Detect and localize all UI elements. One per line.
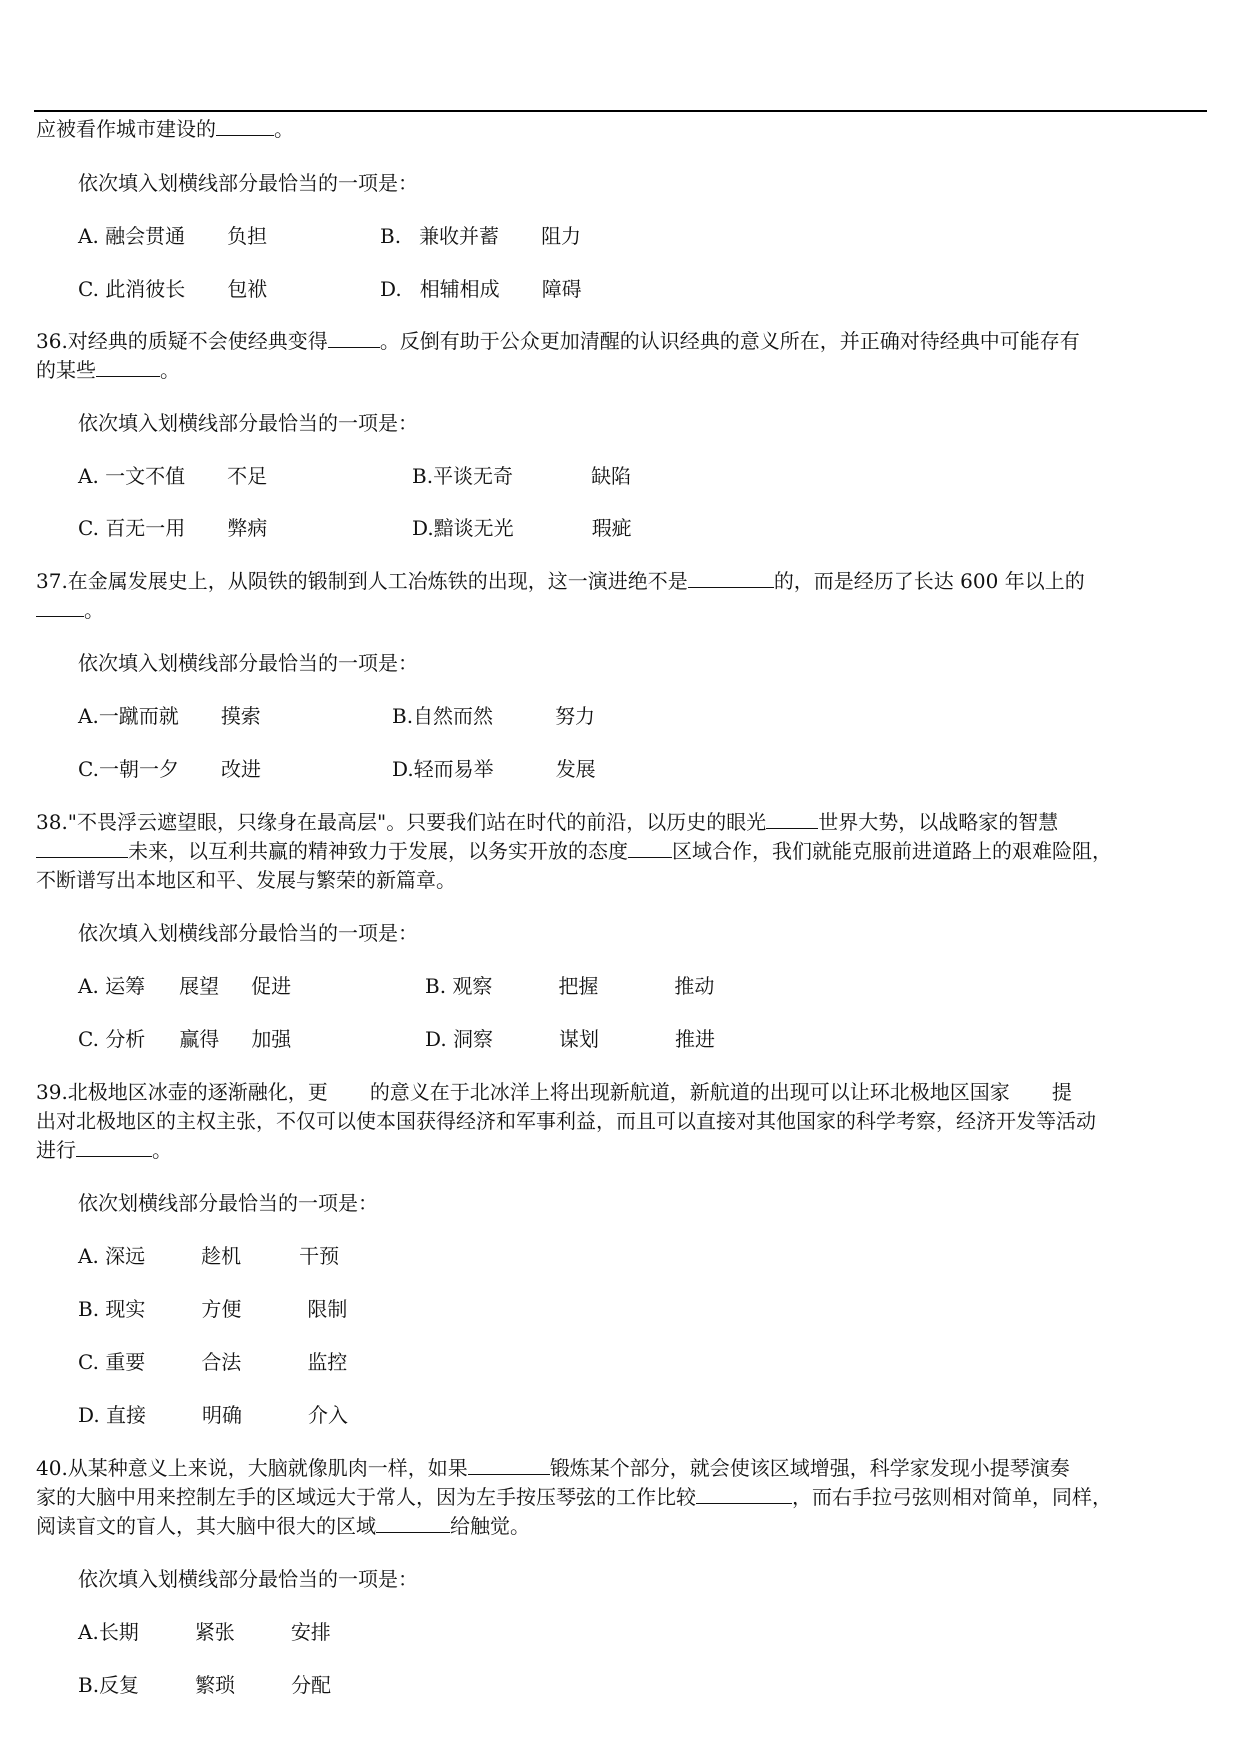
q35-tail-text: 应被看作城市建设的 — [36, 117, 216, 141]
q38-stem-line3: 不断谱写出本地区和平、发展与繁荣的新篇章。 — [36, 868, 456, 892]
q38-stem-line1: 38."不畏浮云遮望眼，只缘身在最高层"。只要我们站在时代的前沿，以历史的眼光 世界大势，以战略家的智慧 — [36, 810, 1059, 834]
blank — [628, 839, 672, 858]
q36-option-b[interactable]: B.平谈无奇 缺陷 — [412, 464, 632, 488]
q37-prompt: 依次填入划横线部分最恰当的一项是： — [78, 651, 418, 675]
q36-prompt: 依次填入划横线部分最恰当的一项是： — [78, 411, 418, 435]
blank — [696, 1485, 792, 1504]
q40-stem-line3: 阅读盲文的盲人，其大脑中很大的区域 给触觉。 — [36, 1514, 530, 1538]
q39-option-a[interactable]: A. 深远 趁机 干预 — [78, 1244, 340, 1268]
blank — [216, 117, 274, 136]
q36-option-c[interactable]: C. 百无一用 弊病 — [78, 516, 268, 540]
q39-option-c[interactable]: C. 重要 合法 监控 — [78, 1350, 348, 1374]
q35-prompt: 依次填入划横线部分最恰当的一项是： — [78, 171, 418, 195]
blank — [376, 1514, 450, 1533]
q40-option-a[interactable]: A.长期 紧张 安排 — [78, 1620, 331, 1644]
q35-option-b[interactable]: B. 兼收并蓄 阻力 — [380, 224, 582, 248]
q38-option-a[interactable]: A. 运筹 展望 促进 — [78, 974, 292, 998]
q40-stem-line2: 家的大脑中用来控制左手的区域远大于常人，因为左手按压琴弦的工作比较 ，而右手拉弓弦则相对简单，同样， — [36, 1485, 1112, 1509]
q37-option-b[interactable]: B.自然而然 努力 — [392, 704, 596, 728]
q39-stem-line1: 39.北极地区冰壶的逐渐融化，更 的意义在于北冰洋上将出现新航道，新航道的出现可以让环北极地区国家 提 — [36, 1080, 1072, 1104]
q38-option-d[interactable]: D. 洞察 谋划 推进 — [425, 1027, 716, 1051]
q38-prompt: 依次填入划横线部分最恰当的一项是： — [78, 921, 418, 945]
q35-option-a[interactable]: A. 融会贯通 负担 — [78, 224, 268, 248]
q37-option-c[interactable]: C.一朝一夕 改进 — [78, 757, 261, 781]
page-top-rule — [34, 110, 1207, 112]
q38-option-c[interactable]: C. 分析 赢得 加强 — [78, 1027, 292, 1051]
q39-stem-line3: 进行 。 — [36, 1138, 172, 1162]
q40-prompt: 依次填入划横线部分最恰当的一项是： — [78, 1567, 418, 1591]
q36-stem-line1: 36.对经典的质疑不会使经典变得 。反倒有助于公众更加清醒的认识经典的意义所在，并正确对待经典中可能存有 — [36, 329, 1080, 353]
q39-prompt: 依次划横线部分最恰当的一项是： — [78, 1191, 378, 1215]
blank — [76, 1138, 152, 1157]
blank — [328, 329, 380, 348]
q36-option-d[interactable]: D.黯谈无光 瑕疵 — [412, 516, 632, 540]
blank — [96, 358, 160, 377]
q40-stem-line1: 40.从某种意义上来说，大脑就像肌肉一样，如果 锻炼某个部分，就会使该区域增强，科学家发现小提琴演奏 — [36, 1456, 1070, 1480]
q36-stem-line2: 的某些 。 — [36, 358, 180, 382]
blank — [766, 810, 818, 829]
q37-option-a[interactable]: A.一蹴而就 摸索 — [78, 704, 261, 728]
q40-option-b[interactable]: B.反复 繁琐 分配 — [78, 1673, 332, 1697]
blank — [688, 569, 774, 588]
q35-option-c[interactable]: C. 此消彼长 包袱 — [78, 277, 268, 301]
q37-stem-line2: 。 — [36, 598, 1206, 622]
q39-stem-line2: 出对北极地区的主权主张，不仅可以使本国获得经济和军事利益，而且可以直接对其他国家的科学考察，经济开发等活动 — [36, 1109, 1096, 1133]
q35-option-d[interactable]: D. 相辅相成 障碍 — [380, 277, 582, 301]
blank — [36, 839, 128, 858]
q39-option-d[interactable]: D. 直接 明确 介入 — [78, 1403, 349, 1427]
blank — [468, 1456, 550, 1475]
q35-tail: 应被看作城市建设的 。 — [36, 117, 294, 141]
q37-option-d[interactable]: D.轻而易举 发展 — [392, 757, 596, 781]
q39-option-b[interactable]: B. 现实 方便 限制 — [78, 1297, 348, 1321]
q38-stem-line2: 未来，以互利共赢的精神致力于发展，以务实开放的态度 区域合作，我们就能克服前进道路上的艰难险阻， — [36, 839, 1206, 863]
q36-option-a[interactable]: A. 一文不值 不足 — [78, 464, 268, 488]
q37-stem-line1: 37.在金属发展史上，从陨铁的锻制到人工冶炼铁的出现，这一演进绝不是 的，而是经历了长达 600 年以上的 — [36, 569, 1085, 593]
blank — [36, 598, 84, 617]
q38-option-b[interactable]: B. 观察 把握 推动 — [425, 974, 715, 998]
